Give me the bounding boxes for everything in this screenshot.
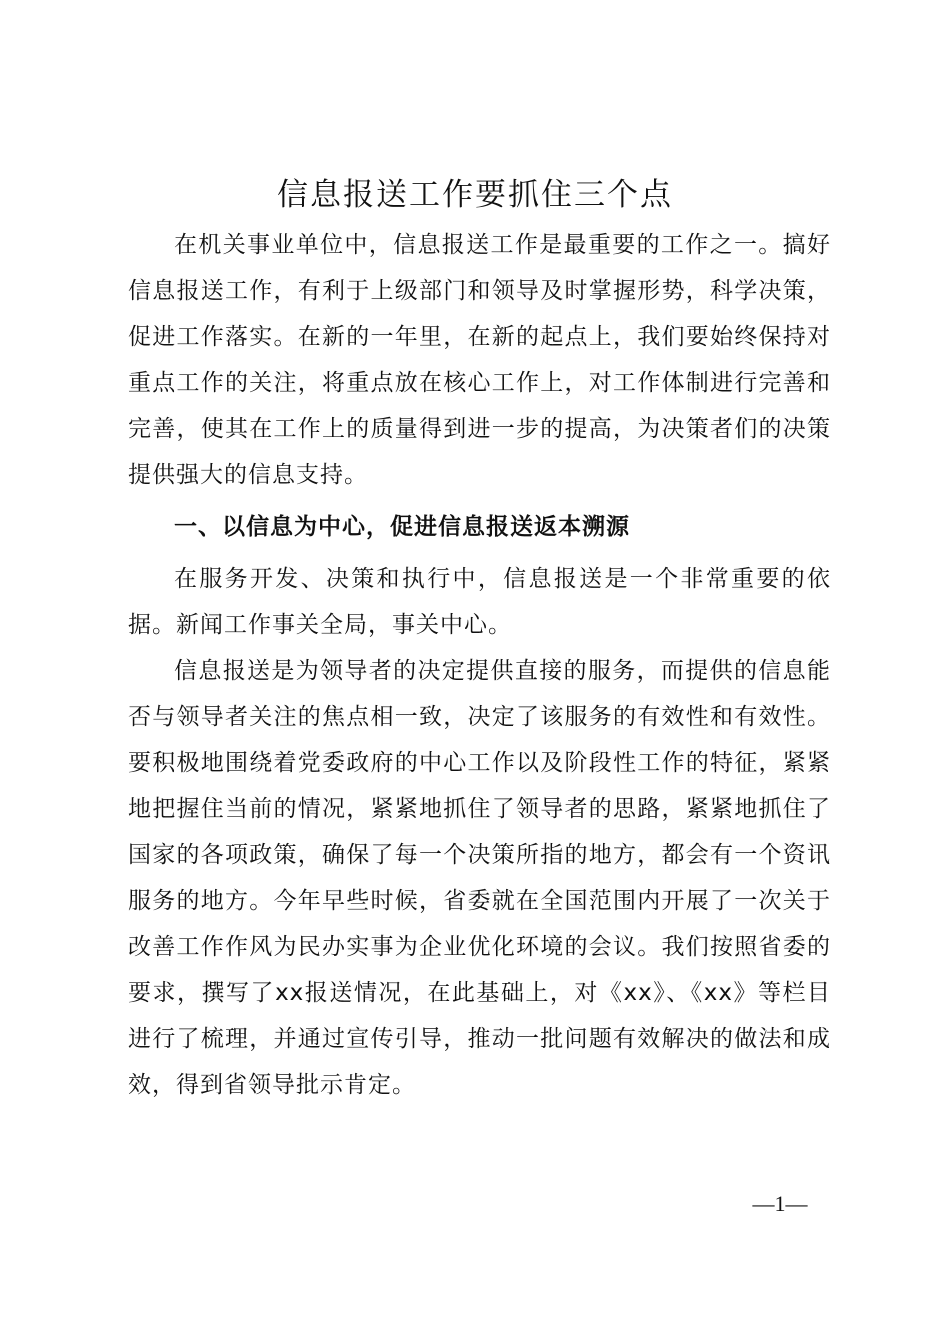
- section-heading-1: 一、以信息为中心，促进信息报送返本溯源: [174, 514, 630, 540]
- section1-paragraph-1: 在服务开发、决策和执行中，信息报送是一个非常重要的依据。新闻工作事关全局，事关中心。: [128, 566, 831, 638]
- document-body: [128, 222, 831, 1108]
- section1-paragraph-2: 信息报送是为领导者的决定提供直接的服务，而提供的信息能否与领导者关注的焦点相一致，决定了该服务的有效性和有效性。要积极地围绕着党委政府的中心工作以及阶段性工作的特征，紧紧地把握住当前的情况，紧紧地抓住了领导者的思路，紧紧地抓住了国家的各项政策，确保了每一个决策所指的地方，都会有一个资讯服务的地方。今年早些时候，省委就在全国范围内开展了一次关于改善工作作风为民办实事为企业优化环境的会议。我们按照省委的要求，撰写了xx报送情况，在此基础上，对《xx》、《xx》等栏目进行了梳理，并通过宣传引导，推动一批问题有效解决的做法和成效，得到省领导批示肯定。: [128, 658, 831, 1098]
- page-number: —1—: [752, 1191, 808, 1216]
- intro-paragraph: 在机关事业单位中，信息报送工作是最重要的工作之一。搞好信息报送工作，有利于上级部门和领导及时掌握形势，科学决策，促进工作落实。在新的一年里，在新的起点上，我们要始终保持对重点工作的关注，将重点放在核心工作上，对工作体制进行完善和完善，使其在工作上的质量得到进一步的提高，为决策者们的决策提供强大的信息支持。: [128, 232, 831, 488]
- document-title: 信息报送工作要抓住三个点: [277, 177, 673, 213]
